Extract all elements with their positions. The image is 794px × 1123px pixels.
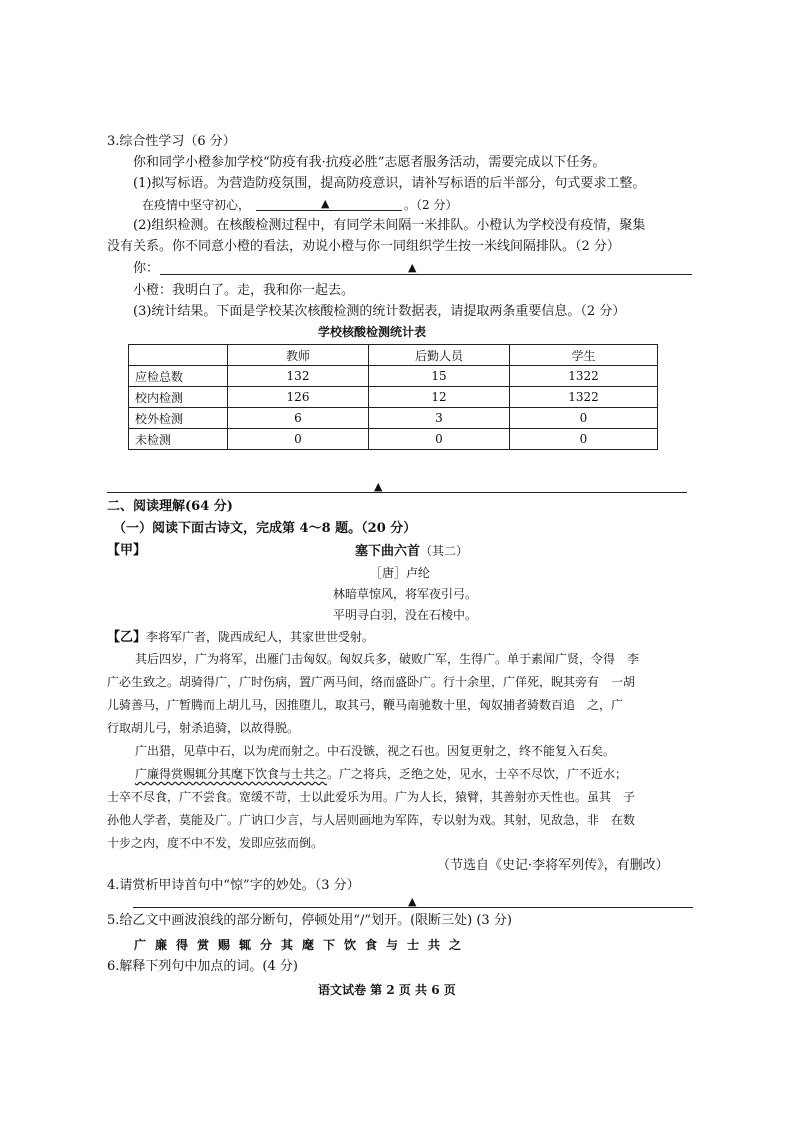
poem-title: 塞下曲六首 xyxy=(355,544,421,559)
table-header-cell: 后勤人员 xyxy=(369,345,510,366)
table-header-row xyxy=(129,345,658,366)
table-cell: 126 xyxy=(228,387,369,408)
table-cell: 0 xyxy=(510,408,658,429)
q3-task3: (3)统计结果。下面是学校某次核酸检测的统计数据表，请提取两条重要信息。（2 分） xyxy=(133,304,626,319)
passage-text: 。广之将兵，乏绝之处，见水，士卒不尽饮，广不近水； xyxy=(327,767,628,781)
q3-intro: 你和同学小橙参加学校“防疫有我·抗疫必胜”志愿者服务活动，需要完成以下任务。 xyxy=(133,155,606,170)
table-cell: 1322 xyxy=(510,366,658,387)
passage-line: 儿骑善马，广暂腾而上胡儿马，因推堕儿，取其弓，鞭马南驰数十里，匈奴捕者骑数百追 之，广 xyxy=(107,698,624,712)
q5: 5.给乙文中画波浪线的部分断句，停顿处用“/”划开。(限断三处) (3 分) xyxy=(107,913,512,928)
q4: 4.请赏析甲诗首句中“惊”字的妙处。（3 分） xyxy=(107,878,360,893)
table-cell: 校外检测 xyxy=(129,408,228,429)
q4-answer-line[interactable] xyxy=(133,907,693,908)
table-row xyxy=(129,429,658,450)
yi-row xyxy=(107,629,374,646)
passage-line: 十步之内，度不中不发，发即应弦而倒。 xyxy=(107,836,324,850)
dialogue-answer-line[interactable] xyxy=(160,274,692,275)
q3-task2-line2: 没有关系。你不同意小橙的看法，劝说小橙与你一同组织学生按一米线间隔排队。（2 分） xyxy=(107,239,620,254)
answer-marker: ▲ xyxy=(321,197,330,210)
table-cell: 0 xyxy=(369,429,510,450)
slogan-prefix: 在疫情中坚守初心， xyxy=(142,198,251,212)
table-cell: 6 xyxy=(228,408,369,429)
answer-marker: ▲ xyxy=(408,895,417,908)
q6: 6.解释下列句中加点的词。(4 分) xyxy=(107,959,298,974)
passage-line-wavy xyxy=(135,766,627,782)
section2-sub1: （一）阅读下面古诗文，完成第 4～8 题。（20 分） xyxy=(113,521,417,536)
passage-line: 广必生致之。胡骑得广，广时伤病，置广两马间，络而盛卧广。行十余里，广佯死，睨其旁有 一胡 xyxy=(107,675,636,689)
table-cell: 3 xyxy=(369,408,510,429)
table-header-cell: 教师 xyxy=(228,345,369,366)
passage-line: 孙他人学者，莫能及广。广讷口少言，与人居则画地为军阵，专以射为戏。其射，见敌急，非 在数 xyxy=(107,813,636,827)
table-cell: 未检测 xyxy=(129,429,228,450)
you-label: 你： xyxy=(133,261,160,276)
table-row xyxy=(129,408,658,429)
table-cell: 15 xyxy=(369,366,510,387)
table-cell: 12 xyxy=(369,387,510,408)
passage-line: 其后四岁，广为将军，出雁门击匈奴。匈奴兵多，破败广军，生得广。单于素闻广贤，令得 李 xyxy=(135,652,640,666)
q3-task2-line1: (2)组织检测。在核酸检测过程中，有同学未间隔一米排队。小橙认为学校没有疫情，聚集 xyxy=(133,218,646,233)
yi-label: 【乙】 xyxy=(107,630,147,645)
passage-source: （节选自《史记·李将军列传》，有删改） xyxy=(437,858,669,873)
q3-title: 3.综合性学习（6 分） xyxy=(107,134,236,149)
table-cell: 校内检测 xyxy=(129,387,228,408)
table-cell: 132 xyxy=(228,366,369,387)
xiaocheng-reply: 小橙：我明白了。走，我和你一起去。 xyxy=(133,283,355,298)
table-row xyxy=(129,366,658,387)
poem-author: ［唐］卢纶 xyxy=(370,566,431,580)
table-header-cell xyxy=(129,345,228,366)
passage-line: 广出猎，见草中石，以为虎而射之。中石没镞，视之石也。因复更射之，终不能复入石矣。 xyxy=(135,744,616,758)
q3-task1: (1)拟写标语。为营造防疫氛围，提高防疫意识，请补写标语的后半部分，句式要求工整。 xyxy=(133,176,646,191)
table-answer-line[interactable] xyxy=(107,492,687,493)
poem-line: 平明寻白羽，没在石棱中。 xyxy=(333,608,478,622)
passage-line: 行取胡儿弓，射杀追骑，以故得脱。 xyxy=(107,721,300,735)
poem-title-note: （其二） xyxy=(420,544,469,558)
table-title: 学校核酸检测统计表 xyxy=(318,325,427,339)
passage-line: 士卒不尽食，广不尝食。宽缓不苛，士以此爱乐为用。广为人长，猿臂，其善射亦天性也。虽其 子 xyxy=(107,790,636,804)
jia-label: 【甲】 xyxy=(107,543,147,558)
page-footer: 语文试卷 第 2 页 共 6 页 xyxy=(318,983,456,997)
stats-table xyxy=(128,344,658,450)
table-row xyxy=(129,387,658,408)
table-cell: 0 xyxy=(510,429,658,450)
q5-sentence: 广廉得赏赐辄分其麾下饮食与士共之 xyxy=(134,938,471,952)
table-cell: 0 xyxy=(228,429,369,450)
section2-title: 二、阅读理解(64 分) xyxy=(107,499,233,514)
table-header-cell: 学生 xyxy=(510,345,658,366)
table-cell: 1322 xyxy=(510,387,658,408)
wavy-underlined-text: 广廉得赏赐辄分其麾下饮食与士共之 xyxy=(135,767,328,781)
poem-title-row xyxy=(355,543,468,560)
yi-first-line: 李将军广者，陇西成纪人，其家世世受射。 xyxy=(146,630,375,644)
poem-line: 林暗草惊风，将军夜引弓。 xyxy=(333,587,478,601)
answer-marker: ▲ xyxy=(374,480,383,493)
answer-marker: ▲ xyxy=(408,261,417,274)
table-cell: 应检总数 xyxy=(129,366,228,387)
slogan-score: 。（2 分） xyxy=(404,198,458,212)
